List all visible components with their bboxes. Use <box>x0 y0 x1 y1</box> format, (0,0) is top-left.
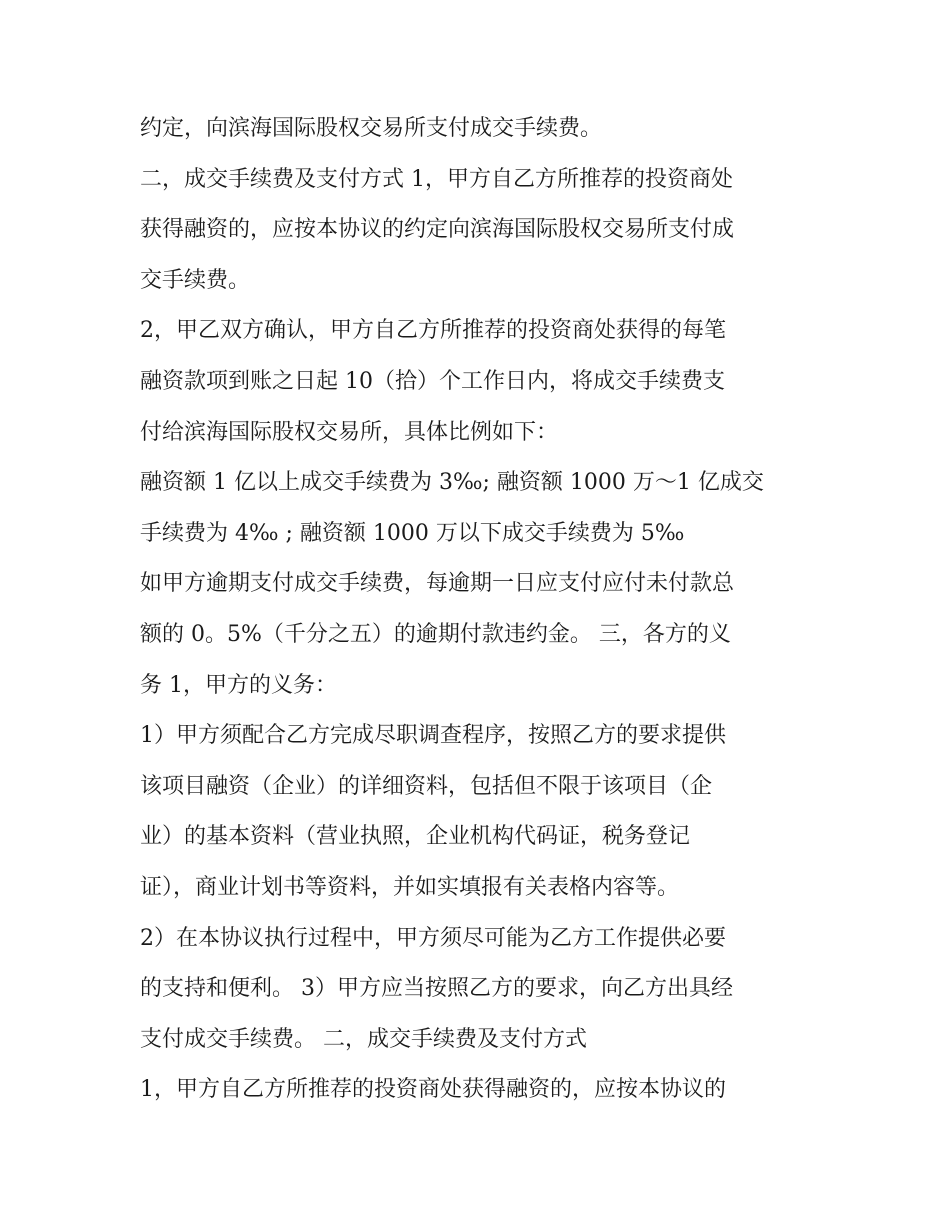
text-line: 额的 0。5%（千分之五）的逾期付款违约金。 三，各方的义 <box>140 621 731 647</box>
text-line: 二，成交手续费及支付方式 1，甲方自乙方所推荐的投资商处 <box>140 166 733 192</box>
text-line: 证），商业计划书等资料，并如实填报有关表格内容等。 <box>140 874 680 900</box>
text-line: 该项目融资（企业）的详细资料，包括但不限于该项目（企 <box>140 773 713 799</box>
text-line: 手续费为 4‰ ; 融资额 1000 万以下成交手续费为 5‰ <box>140 520 685 546</box>
text-line: 融资款项到账之日起 10（拾）个工作日内，将成交手续费支 <box>140 368 725 394</box>
text-line: 约定，向滨海国际股权交易所支付成交手续费。 <box>140 116 603 141</box>
text-line: 交手续费。 <box>140 267 251 293</box>
text-line: 的支持和便利。 3）甲方应当按照乙方的要求，向乙方出具经 <box>140 976 733 1002</box>
document-body <box>140 109 830 1121</box>
text-line: 融资额 1 亿以上成交手续费为 3‰; 融资额 1000 万～1 亿成交 <box>140 470 764 496</box>
text-line: 2）在本协议执行过程中，甲方须尽可能为乙方工作提供必要 <box>140 925 726 951</box>
text-line: 1，甲方自乙方所推荐的投资商处获得融资的，应按本协议的 <box>140 1077 726 1103</box>
text-line: 2，甲乙双方确认，甲方自乙方所推荐的投资商处获得的每笔 <box>140 318 726 344</box>
text-line: 务 1，甲方的义务： <box>140 672 337 698</box>
text-line: 业）的基本资料（营业执照，企业机构代码证，税务登记 <box>140 824 691 850</box>
text-line: 支付成交手续费。 二，成交手续费及支付方式 <box>140 1026 587 1052</box>
text-line: 获得融资的，应按本协议的约定向滨海国际股权交易所支付成 <box>140 217 735 243</box>
text-line: 1）甲方须配合乙方完成尽职调查程序，按照乙方的要求提供 <box>140 723 726 749</box>
text-line: 如甲方逾期支付成交手续费，每逾期一日应支付应付未付款总 <box>140 571 735 597</box>
text-line: 付给滨海国际股权交易所，具体比例如下： <box>140 419 559 445</box>
